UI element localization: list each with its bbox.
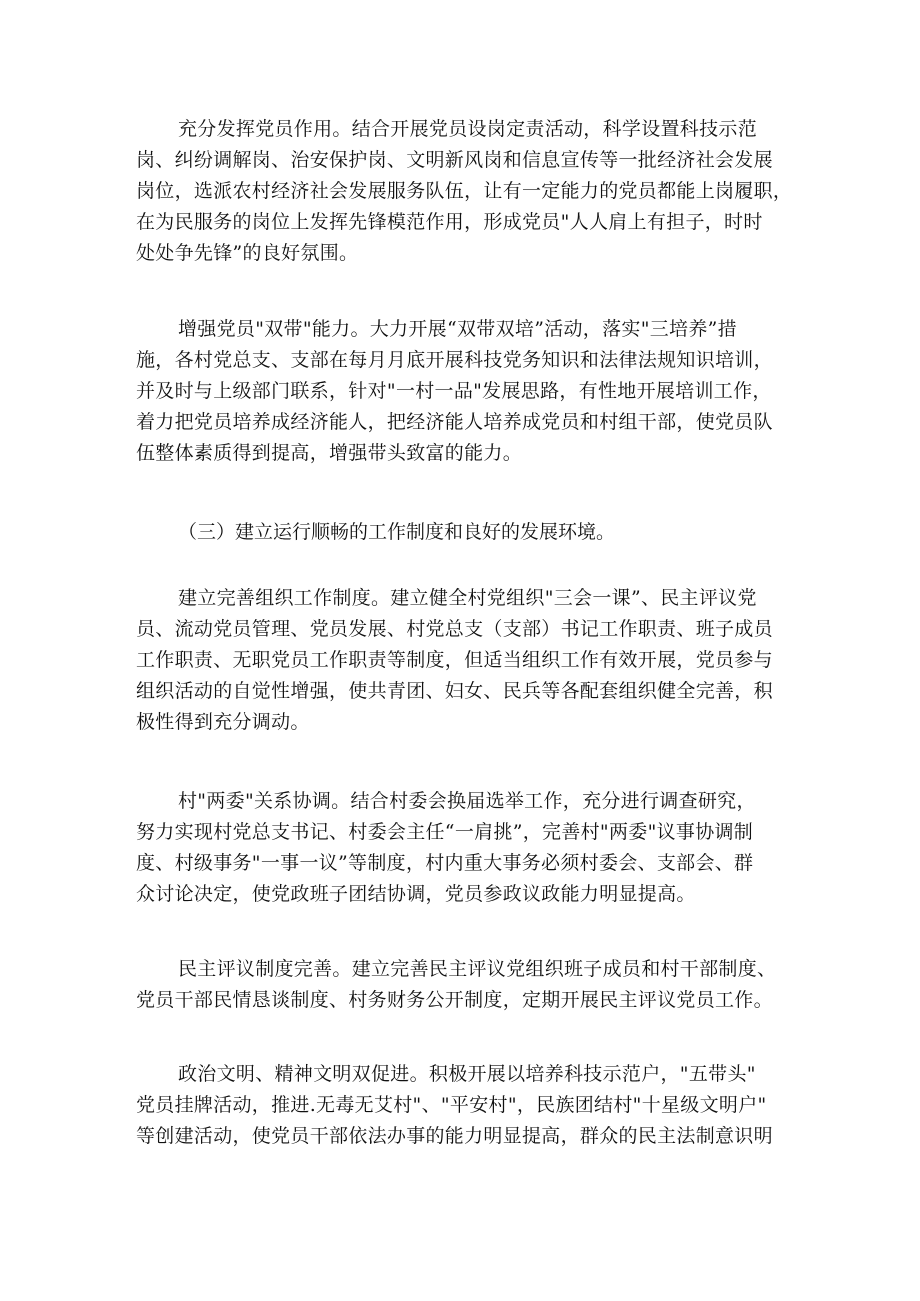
text-line: 处处争先锋”的良好氛围。: [136, 242, 359, 264]
text-line: 工作职责、无职党员工作职责等制度，但适当组织工作有效开展，党员参与: [136, 649, 773, 671]
paragraph-two-committees: [136, 786, 786, 910]
text-line: 民主评议制度完善。建立完善民主评议党组织班子成员和村干部制度、: [178, 958, 777, 980]
text-line: 在为民服务的岗位上发挥先锋模范作用，形成党员"人人肩上有担子，时时: [136, 211, 763, 233]
text-line: 等创建活动，使党员干部依法办事的能力明显提高，群众的民主法制意识明: [136, 1125, 773, 1147]
text-line: 施，各村党总支、支部在每月月底开展科技党务知识和法律法规知识培训，: [136, 349, 773, 371]
text-line: 伍整体素质得到提高，增强带头致富的能力。: [136, 442, 523, 464]
paragraph-civilization: [136, 1059, 786, 1152]
text-line: 努力实现村党总支书记、村委会主任“一肩挑”，完善村"两委"议事协调制: [136, 821, 754, 843]
text-line: 众讨论决定，使党政班子团结协调，党员参政议政能力明显提高。: [136, 883, 696, 905]
text-line: 党员挂牌活动，推进.无毒无艾村"、"平安村"，民族团结村"十星级文明户": [136, 1094, 767, 1116]
text-line: 极性得到充分调动。: [136, 711, 310, 733]
text-line: 组织活动的自觉性增强，使共青团、妇女、民兵等各配套组织健全完善，积: [136, 680, 773, 702]
text-line: 党员干部民情恳谈制度、村务财务公开制度，定期开展民主评议党员工作。: [136, 989, 773, 1011]
text-line: 岗、纠纷调解岗、治安保护岗、文明新风岗和信息宣传等一批经济社会发展: [136, 149, 773, 171]
text-line: 员、流动党员管理、党员发展、村党总支（支部）书记工作职责、班子成员: [136, 618, 773, 640]
paragraph-organization-system: [136, 583, 786, 738]
text-line: 度、村级事务"一事一议”等制度，村内重大事务必须村委会、支部会、群: [136, 852, 754, 874]
paragraph-democratic-review: [136, 954, 786, 1016]
text-line: 村"两委"关系协调。结合村委会换届选举工作，充分进行调查研究，: [178, 790, 756, 812]
text-line: 着力把党员培养成经济能人，把经济能人培养成党员和村组干部，使党员队: [136, 411, 773, 433]
text-line: 增强党员"双带"能力。大力开展“双带双培”活动，落实"三培养”措: [178, 318, 737, 340]
section-heading: （三）建立运行顺畅的工作制度和良好的发展环境。: [178, 521, 616, 543]
text-line: 充分发挥党员作用。结合开展党员设岗定责活动，科学设置科技示范: [178, 118, 758, 140]
paragraph-dual-capability: [136, 314, 786, 469]
text-line: 政治文明、精神文明双促进。积极开展以培养科技示范户，"五带头": [178, 1063, 756, 1085]
text-line: 并及时与上级部门联系，针对"一村一品"发展思路，有性地开展培训工作，: [136, 380, 772, 402]
text-line: 建立完善组织工作制度。建立健全村党组织"三会一课”、民主评议党: [178, 587, 757, 609]
text-line: 岗位，选派农村经济社会发展服务队伍，让有一定能力的党员都能上岗履职，: [136, 180, 793, 202]
paragraph-party-member-role: [136, 114, 793, 269]
